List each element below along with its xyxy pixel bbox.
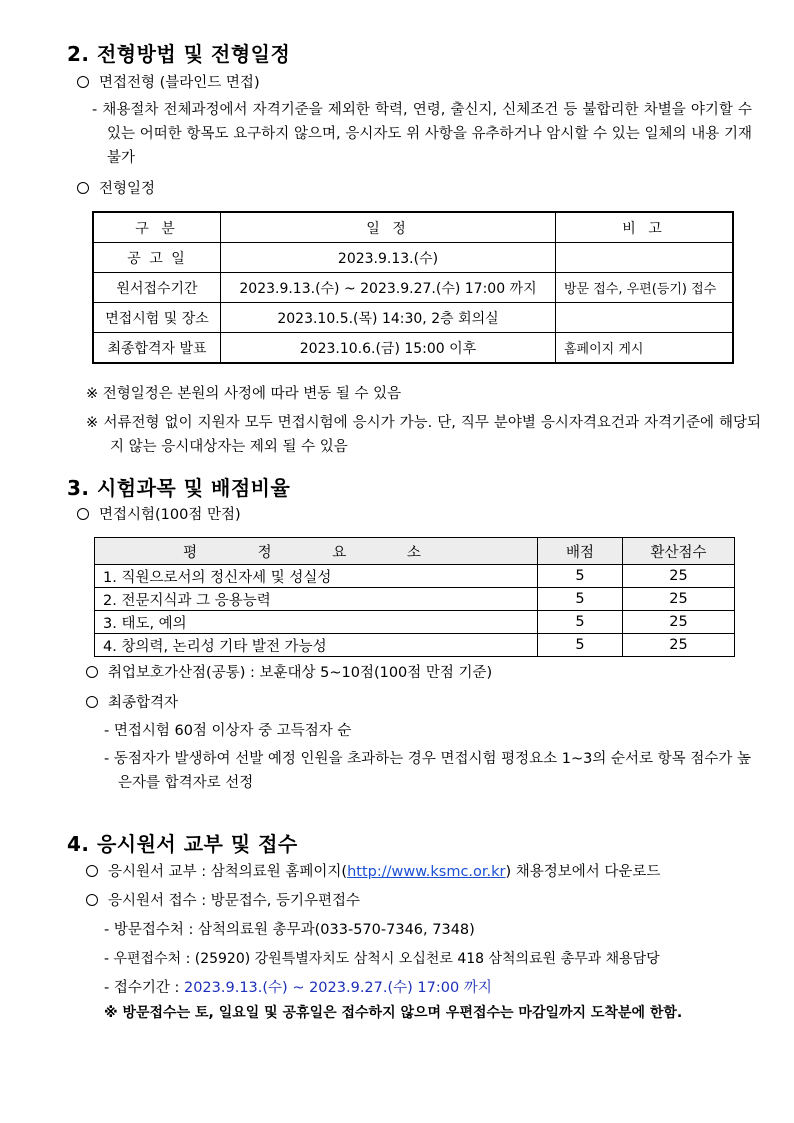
table-cell: 공 고 일 <box>93 243 221 273</box>
table-header-row <box>93 212 733 243</box>
table-cell: 2. 전문지식과 그 응용능력 <box>95 588 538 611</box>
table-row <box>93 333 733 364</box>
bonus-item <box>86 663 492 683</box>
table-cell <box>556 303 734 333</box>
table-cell: 5 <box>538 565 623 588</box>
schedule-table <box>92 211 734 364</box>
exam-item <box>77 505 241 525</box>
table-cell: 원서접수기간 <box>93 273 221 303</box>
table-cell: 면접시험 및 장소 <box>93 303 221 333</box>
circle-bullet-icon <box>86 666 98 678</box>
final-item <box>86 693 178 713</box>
table-cell: 25 <box>623 588 735 611</box>
table-cell: 25 <box>623 611 735 634</box>
table-cell: 최종합격자 발표 <box>93 333 221 364</box>
table-cell: 5 <box>538 634 623 657</box>
section2-heading: 2. 전형방법 및 전형일정 <box>67 42 291 66</box>
table-cell: 5 <box>538 588 623 611</box>
table-row <box>95 588 735 611</box>
scoring-table <box>94 537 735 657</box>
table-row <box>95 611 735 634</box>
table-header-cell: 비 고 <box>556 212 734 243</box>
table-cell: 25 <box>623 565 735 588</box>
circle-bullet-icon <box>86 696 98 708</box>
table-cell: 1. 직원으로서의 정신자세 및 성실성 <box>95 565 538 588</box>
interview-title: 면접전형 (블라인드 면접) <box>99 75 260 91</box>
table-row <box>95 565 735 588</box>
section3-heading: 3. 시험과목 및 배점비율 <box>67 476 291 500</box>
schedule-title: 전형일정 <box>99 181 156 197</box>
period-label: - 접수기간 : <box>104 980 184 996</box>
table-cell: 2023.9.13.(수) <box>221 243 556 273</box>
table-row <box>93 273 733 303</box>
table-cell: 2023.10.5.(목) 14:30, 2층 회의실 <box>221 303 556 333</box>
table-row <box>95 634 735 657</box>
table-header-cell: 배점 <box>538 538 623 565</box>
table-cell <box>556 243 734 273</box>
schedule-note-1: ※ 전형일정은 본원의 사정에 따라 변동 될 수 있음 <box>86 386 402 402</box>
issue-prefix: 응시원서 교부 : 삼척의료원 홈페이지( <box>108 864 348 880</box>
issue-item <box>86 862 660 882</box>
exam-title: 면접시험(100점 만점) <box>99 507 241 523</box>
circle-bullet-icon <box>77 508 89 520</box>
final-note: ※ 방문접수는 토, 일요일 및 공휴일은 접수하지 않으며 우편접수는 마감일까지 도착분에 한함. <box>104 1005 683 1021</box>
table-cell: 4. 창의력, 논리성 기타 발전 가능성 <box>95 634 538 657</box>
table-row <box>93 303 733 333</box>
table-cell: 홈페이지 게시 <box>556 333 734 364</box>
schedule-item <box>77 179 155 199</box>
period-value: 2023.9.13.(수) ~ 2023.9.27.(수) 17:00 까지 <box>183 980 492 996</box>
interview-note: - 채용절차 전체과정에서 자격기준을 제외한 학력, 연령, 출신지, 신체조건 등 불합리한 차별을 야기할 수 있는 어떠한 항목도 요구하지 않으며, 응시자도 위 사항을 유추하거나 암시할 수 있는 일체의 내용 기재 불가 <box>92 102 752 166</box>
mail-address: - 우편접수처 : (25920) 강원특별자치도 삼척시 오십천로 418 삼척의료원 총무과 채용담당 <box>104 951 660 967</box>
visit-address: - 방문접수처 : 삼척의료원 총무과(033-570-7346, 7348) <box>104 922 475 938</box>
period-line <box>104 978 492 998</box>
table-header-cell: 일 정 <box>221 212 556 243</box>
final-criteria-1: - 면접시험 60점 이상자 중 고득점자 순 <box>104 723 352 739</box>
receipt-text: 응시원서 접수 : 방문접수, 등기우편접수 <box>108 893 361 909</box>
table-header-cell: 평 정 요 소 <box>95 538 538 565</box>
table-header-row <box>95 538 735 565</box>
table-row <box>93 243 733 273</box>
interview-item <box>77 73 260 93</box>
section4-heading: 4. 응시원서 교부 및 접수 <box>67 832 298 856</box>
bonus-text: 취업보호가산점(공통) : 보훈대상 5~10점(100점 만점 기준) <box>108 665 493 681</box>
circle-bullet-icon <box>86 865 98 877</box>
circle-bullet-icon <box>77 182 89 194</box>
issue-suffix: ) 채용정보에서 다운로드 <box>505 864 661 880</box>
table-cell: 2023.9.13.(수) ~ 2023.9.27.(수) 17:00 까지 <box>221 273 556 303</box>
table-cell: 25 <box>623 634 735 657</box>
table-cell: 2023.10.6.(금) 15:00 이후 <box>221 333 556 364</box>
circle-bullet-icon <box>86 894 98 906</box>
final-title: 최종합격자 <box>108 695 179 711</box>
table-cell: 3. 태도, 예의 <box>95 611 538 634</box>
receipt-item <box>86 891 360 911</box>
table-header-cell: 구 분 <box>93 212 221 243</box>
table-header-cell: 환산점수 <box>623 538 735 565</box>
table-cell: 5 <box>538 611 623 634</box>
final-criteria-2: - 동점자가 발생하여 선발 예정 인원을 초과하는 경우 면접시험 평정요소 1~3의 순서로 항목 점수가 높은자를 합격자로 선정 <box>104 751 751 791</box>
table-cell: 방문 접수, 우편(등기) 접수 <box>556 273 734 303</box>
schedule-note-2: ※ 서류전형 없이 지원자 모두 면접시험에 응시가 가능. 단, 직무 분야별 응시자격요건과 자격기준에 해당되지 않는 응시대상자는 제외 될 수 있음 <box>86 415 761 455</box>
homepage-link[interactable]: http://www.ksmc.or.kr <box>347 864 506 880</box>
circle-bullet-icon <box>77 76 89 88</box>
